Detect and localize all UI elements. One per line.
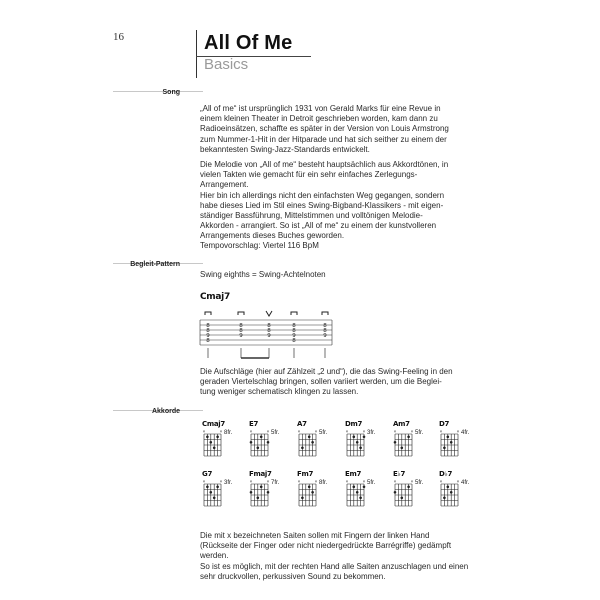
chord-diagram [439, 479, 461, 509]
chord-diagram [393, 479, 415, 509]
text-line: Radioeinsätzen, schaffte es später in der Version von Louis Armstrong [200, 124, 449, 134]
svg-text:×: × [393, 479, 397, 484]
svg-text:9: 9 [239, 333, 243, 339]
chord-diagram [249, 429, 271, 459]
svg-text:9: 9 [267, 333, 271, 339]
text-line: sehr druckvollen, perkussiven Sound zu bekommen. [200, 571, 386, 581]
svg-text:8: 8 [206, 323, 210, 329]
svg-text:×: × [266, 479, 270, 484]
pattern-chord-name: Cmaj7 [200, 292, 230, 302]
text-line: Die Melodie von „All of me“ besteht hauptsächlich aus Akkordtönen, in [200, 160, 449, 169]
header-divider-vertical [196, 30, 197, 78]
chord-name: Cmaj7 [202, 420, 225, 428]
chord-name: Dm7 [345, 420, 363, 428]
chord-name: Fmaj7 [249, 470, 272, 478]
chord-name: D♭7 [439, 470, 453, 478]
svg-text:×: × [219, 479, 223, 484]
svg-text:9: 9 [323, 333, 327, 339]
chord-name: A7 [297, 420, 307, 428]
text-line: Die Aufschläge (hier auf Zählzeit „2 und“), die das Swing-Feeling in den [200, 367, 453, 376]
chord-name: Fm7 [297, 470, 314, 478]
svg-text:×: × [249, 429, 253, 434]
chord-diagram [249, 479, 271, 509]
chord-diagram [297, 479, 319, 509]
svg-text:×: × [314, 479, 318, 484]
svg-text:×: × [219, 429, 223, 434]
chord-fret-label: 7fr. [271, 480, 280, 486]
chord-fret-label: 5fr. [271, 430, 280, 436]
text-line: habe dieses Lied im Stil eines Swing-Bigband-Klassikers - mit eigen- [200, 200, 444, 210]
chord-fret-label: 3fr. [224, 480, 233, 486]
svg-text:×: × [249, 479, 253, 484]
svg-text:×: × [393, 429, 397, 434]
chords-notes [200, 531, 470, 582]
svg-text:×: × [439, 479, 443, 484]
section-label-pattern: Begleit-Pattern [130, 261, 180, 268]
text-line: „All of me“ ist ursprünglich 1931 von Gerald Marks für eine Revue in [200, 104, 441, 113]
svg-text:8: 8 [206, 328, 210, 334]
swing-eighths-note: Swing eighths = Swing-Achtelnoten [200, 270, 326, 279]
chord-name: D7 [439, 420, 450, 428]
svg-text:9: 9 [206, 333, 210, 339]
text-line: geraden Viertelschlag bringen, sollen variiert werden, um die Beglei- [200, 377, 442, 387]
chord-fret-label: 4fr. [461, 480, 470, 486]
page-subtitle: Basics [204, 56, 249, 73]
chord-name: E♭7 [393, 470, 406, 478]
svg-text:×: × [202, 479, 206, 484]
svg-text:×: × [202, 429, 206, 434]
song-paragraph-1 [200, 104, 463, 155]
song-paragraph-2 [200, 160, 463, 242]
text-line: zum Nummer-1-Hit in der Hitparade und hat sich seither zu einem der [200, 134, 447, 144]
text-line: Arrangement. [200, 180, 249, 190]
page-number: 16 [113, 31, 124, 43]
svg-text:8: 8 [323, 323, 327, 329]
chord-diagram [393, 429, 415, 459]
text-line: tung weniger schematisch klingen zu lassen. [200, 387, 359, 397]
chord-fret-label: 4fr. [461, 430, 470, 436]
chord-diagram [439, 429, 461, 459]
svg-text:8: 8 [267, 328, 271, 334]
text-line: ständiger Bassführung, Mittelstimmen und volltönigen Melodie- [200, 211, 423, 221]
svg-text:×: × [266, 429, 270, 434]
text-line: Hier bin ich allerdings nicht den einfachsten Weg gegangen, sondern [200, 190, 445, 200]
svg-text:9: 9 [292, 333, 296, 339]
svg-text:8: 8 [239, 323, 243, 329]
svg-text:×: × [345, 429, 349, 434]
svg-text:8: 8 [239, 328, 243, 334]
chord-diagram [297, 429, 319, 459]
svg-text:8: 8 [292, 338, 296, 344]
text-line: Akkorden - arrangiert. So ist „All of me“ zu einem der kunstvolleren [200, 221, 437, 231]
svg-text:×: × [410, 479, 414, 484]
svg-text:8: 8 [292, 328, 296, 334]
svg-text:×: × [362, 429, 366, 434]
chord-diagram [345, 479, 367, 509]
svg-text:8: 8 [323, 328, 327, 334]
section-label-song: Song [162, 89, 180, 96]
svg-text:×: × [362, 479, 366, 484]
svg-text:×: × [297, 429, 301, 434]
text-line: (Rückseite der Finger oder nicht niedergedrückte Barrégriffe) gedämpft [200, 541, 452, 551]
chord-fret-label: 5fr. [367, 480, 376, 486]
svg-text:×: × [456, 479, 460, 484]
svg-text:8: 8 [206, 338, 210, 344]
text-line: werden. [200, 551, 229, 561]
pattern-description [200, 367, 475, 398]
chord-fret-label: 3fr. [367, 430, 376, 436]
svg-text:8: 8 [292, 323, 296, 329]
chord-diagram [202, 429, 224, 459]
chord-name: G7 [202, 470, 213, 478]
svg-text:×: × [456, 429, 460, 434]
svg-text:×: × [345, 479, 349, 484]
svg-text:×: × [410, 429, 414, 434]
text-line: So ist es möglich, mit der rechten Hand alle Saiten anzuschlagen und einen [200, 561, 469, 571]
chord-fret-label: 5fr. [415, 480, 424, 486]
chord-fret-label: 5fr. [415, 430, 424, 436]
chord-name: Am7 [393, 420, 410, 428]
text-line: vielen Takten wie gemacht für ein sehr einfaches Zerlegungs- [200, 170, 418, 180]
text-line: Die mit x bezeichneten Saiten sollen mit Fingern der linken Hand [200, 531, 430, 540]
text-line: bekanntesten Swing-Jazz-Standards entwickelt. [200, 144, 370, 154]
svg-text:×: × [314, 429, 318, 434]
chord-fret-label: 8fr. [319, 480, 328, 486]
text-line: einem kleinen Theater in Detroit geschrieben worden, kam dann zu [200, 114, 438, 124]
page-title: All Of Me [204, 32, 293, 54]
text-line: Arrangements dieses Buches geworden. [200, 231, 345, 241]
chord-name: E7 [249, 420, 259, 428]
svg-text:×: × [439, 429, 443, 434]
tab-staff [198, 304, 338, 364]
chord-name: Em7 [345, 470, 362, 478]
chord-diagram [345, 429, 367, 459]
chord-fret-label: 8fr. [224, 430, 233, 436]
svg-text:×: × [297, 479, 301, 484]
chord-fret-label: 5fr. [319, 430, 328, 436]
chord-diagram [202, 479, 224, 509]
section-label-chords: Akkorde [151, 408, 180, 415]
tempo-suggestion: Tempovorschlag: Viertel 116 BpM [200, 241, 319, 250]
svg-text:8: 8 [267, 323, 271, 329]
